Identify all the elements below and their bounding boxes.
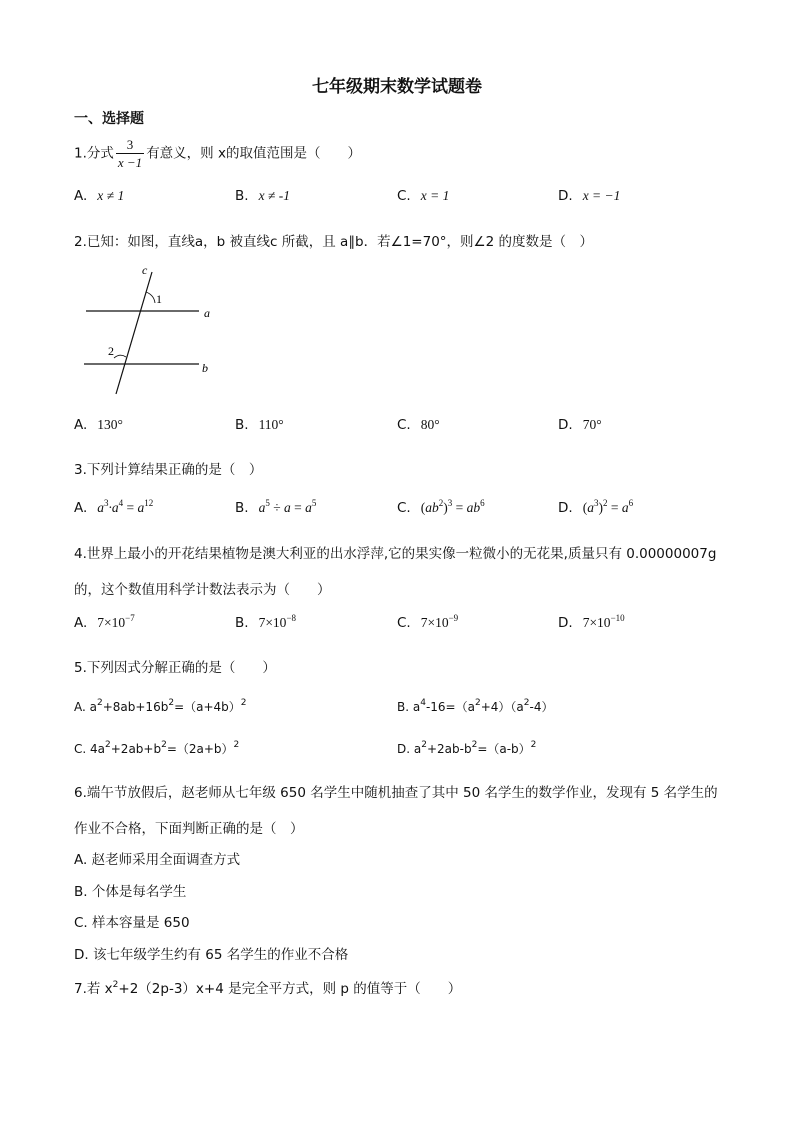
angle-1-arc: [146, 292, 155, 303]
q4-option-c[interactable]: C. $7\times 10^{-9}$: [397, 613, 459, 631]
q3-option-a[interactable]: A. $a^3\cdot a^4 = a^{12}$: [74, 498, 154, 516]
q1-option-c[interactable]: C. x = 1: [397, 188, 450, 204]
q5-option-c[interactable]: C. $4a^2+2ab+b^2=(2a+b)^2$: [74, 740, 240, 756]
question-6-line-1: 6.端午节放假后，赵老师从七年级 650 名学生中随机抽查了其中 50 名学生的数学作业，发现有 5 名学生的: [74, 785, 718, 801]
q1-option-b[interactable]: B. x ≠ -1: [235, 188, 290, 204]
q1-answer-c: x = 1: [420, 188, 450, 203]
question-1: [74, 136, 361, 171]
q1-answer-d: x = −1: [582, 188, 621, 203]
q2-answer-b: 110°: [258, 417, 284, 432]
q1-prefix: 1.分式: [74, 145, 114, 162]
label-c: c: [142, 263, 148, 277]
question-7: 7.若 $x^2+2(2p-3)x+4$ 是完全平方式，则 p 的值等于（ ）: [74, 980, 462, 997]
q4-option-a[interactable]: A. $7\times 10^{-7}$: [74, 613, 135, 631]
q5-option-a[interactable]: A. $a^2+8ab+16b^2=(a+4b)^2$: [74, 698, 247, 714]
question-2: 2.已知：如图，直线a，b 被直线c 所截，且 a∥b．若∠1=70°，则∠2 的度数是（ ）: [74, 234, 594, 250]
label-a: a: [204, 306, 210, 320]
label-b: b: [202, 361, 208, 375]
q1-fraction: [116, 136, 144, 171]
q3-option-d[interactable]: D. $(a^3)^2 = a^6$: [558, 498, 634, 516]
question-4-line-2: 的，这个数值用科学计数法表示为（ ）: [74, 582, 331, 598]
page-title: 七年级期末数学试题卷: [312, 77, 482, 97]
q1-frac-denominator: x −1: [117, 155, 143, 170]
question-6-line-2: 作业不合格，下面判断正确的是（ ）: [74, 821, 304, 837]
q6-option-d[interactable]: D. 该七年级学生约有 65 名学生的作业不合格: [74, 947, 349, 963]
q2-option-c[interactable]: C. 80°: [397, 417, 440, 433]
q2-option-b[interactable]: B. 110°: [235, 417, 284, 433]
angle-2-arc: [114, 355, 126, 358]
question-3: 3.下列计算结果正确的是（ ）: [74, 462, 263, 478]
q3-option-c[interactable]: C. $(ab^2)^3 = ab^6$: [397, 498, 485, 516]
question-4-line-1: 4.世界上最小的开花结果植物是澳大利亚的出水浮萍,它的果实像一粒微小的无花果,质量只有 0.00000007g: [74, 546, 717, 562]
q2-option-d[interactable]: D. 70°: [558, 417, 602, 433]
q3-answer-d: $(a^3)^2 = a^6$: [582, 498, 634, 515]
q1-answer-b: x ≠ -1: [258, 188, 290, 203]
q3-answer-c: $(ab^2)^3 = ab^6$: [420, 498, 485, 515]
q6-option-a[interactable]: A. 赵老师采用全面调查方式: [74, 852, 241, 868]
q5-option-d[interactable]: D. $a^2+2ab-b^2=(a-b)^2$: [397, 740, 537, 756]
line-c: [116, 272, 152, 394]
q2-answer-d: 70°: [582, 417, 602, 432]
q3-answer-b: $a^5 \div a = a^5$: [258, 498, 317, 515]
label-angle-1: 1: [156, 292, 162, 306]
q1-suffix: 有意义，则 x的取值范围是（ ）: [146, 145, 361, 162]
label-angle-2: 2: [108, 344, 114, 358]
q2-answer-a: 130°: [97, 417, 123, 432]
q1-option-d[interactable]: D. x = −1: [558, 188, 621, 204]
q4-option-b[interactable]: B. $7\times 10^{-8}$: [235, 613, 297, 631]
q3-answer-a: $a^3\cdot a^4 = a^{12}$: [97, 498, 154, 515]
q2-option-a[interactable]: A. 130°: [74, 417, 123, 433]
q6-option-c[interactable]: C. 样本容量是 650: [74, 915, 190, 931]
q1-answer-a: x ≠ 1: [97, 188, 125, 203]
parallel-lines-figure: [74, 262, 234, 397]
q1-frac-numerator: 3: [116, 136, 144, 154]
question-5: 5.下列因式分解正确的是（ ）: [74, 660, 276, 676]
section-heading: 一、选择题: [74, 111, 144, 127]
q3-option-b[interactable]: B. $a^5 \div a = a^5$: [235, 498, 317, 516]
q6-option-b[interactable]: B. 个体是每名学生: [74, 884, 187, 900]
q4-option-d[interactable]: D. $7\times 10^{-10}$: [558, 613, 625, 631]
q1-option-a[interactable]: A. x ≠ 1: [74, 188, 125, 204]
q2-answer-c: 80°: [420, 417, 440, 432]
q5-option-b[interactable]: B. $a^4-16=(a^2+4)(a^2-4)$: [397, 698, 554, 714]
